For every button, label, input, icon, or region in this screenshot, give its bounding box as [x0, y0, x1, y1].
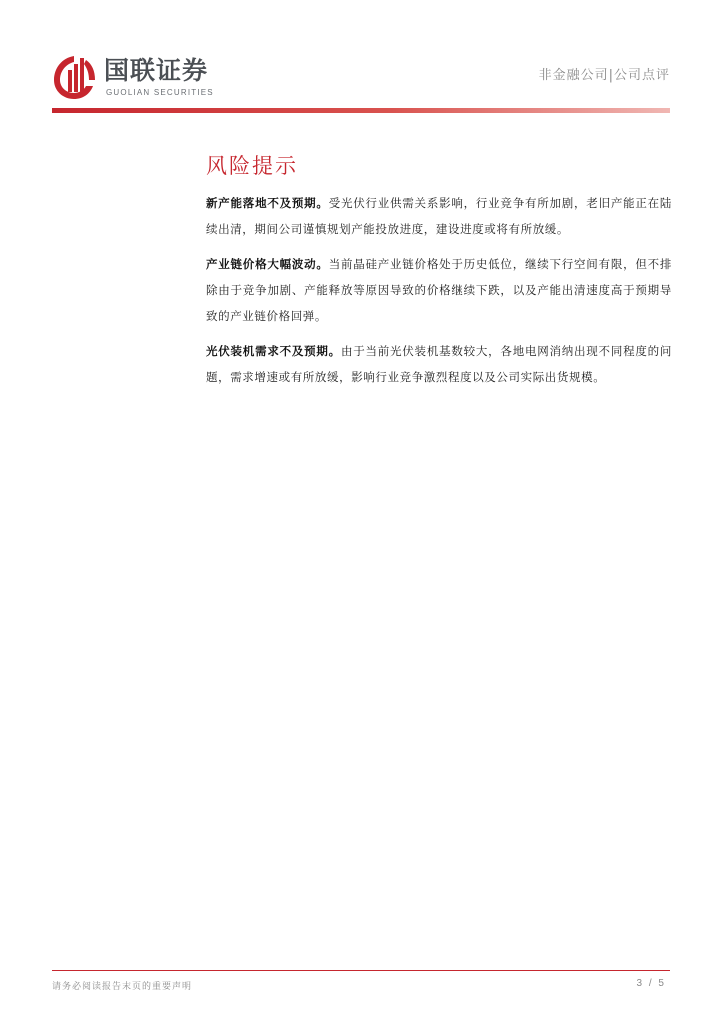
risk-lead: 产业链价格大幅波动。 [206, 257, 329, 271]
risk-list [206, 190, 672, 399]
page-number: 3 / 5 [636, 978, 666, 989]
company-logo-subtext: GUOLIAN SECURITIES [106, 88, 214, 97]
company-logo-text: 国联证券 [104, 56, 209, 85]
risk-item-capacity [206, 190, 672, 242]
risk-item-demand [206, 338, 672, 390]
header-divider [52, 108, 670, 113]
risk-lead: 光伏装机需求不及预期。 [206, 344, 341, 358]
footer-divider [52, 970, 670, 971]
guolian-logo-icon [52, 54, 96, 100]
risk-body: 当前晶硅产业链价格处于历史低位，继续下行空间有限，但不排除由于竞争加剧、产能释放等原因导致的价格继续下跌，以及产能出清速度高于预期导致的产业链价格回弹。 [206, 257, 673, 323]
risk-body: 受光伏行业供需关系影响，行业竞争有所加剧，老旧产能正在陆续出清，期间公司谨慎规划产能投放进度，建设进度或将有所放缓。 [206, 196, 673, 236]
disclaimer-note: 请务必阅读报告末页的重要声明 [52, 982, 193, 992]
document-type-label: 非金融公司|公司点评 [538, 68, 670, 83]
risk-lead: 新产能落地不及预期。 [206, 196, 329, 210]
risk-item-price [206, 251, 672, 329]
risk-body: 由于当前光伏装机基数较大，各地电网消纳出现不同程度的问题，需求增速或有所放缓，影响行业竞争激烈程度以及公司实际出货规模。 [206, 344, 672, 384]
page-header [0, 0, 724, 116]
section-title: 风险提示 [206, 154, 298, 178]
